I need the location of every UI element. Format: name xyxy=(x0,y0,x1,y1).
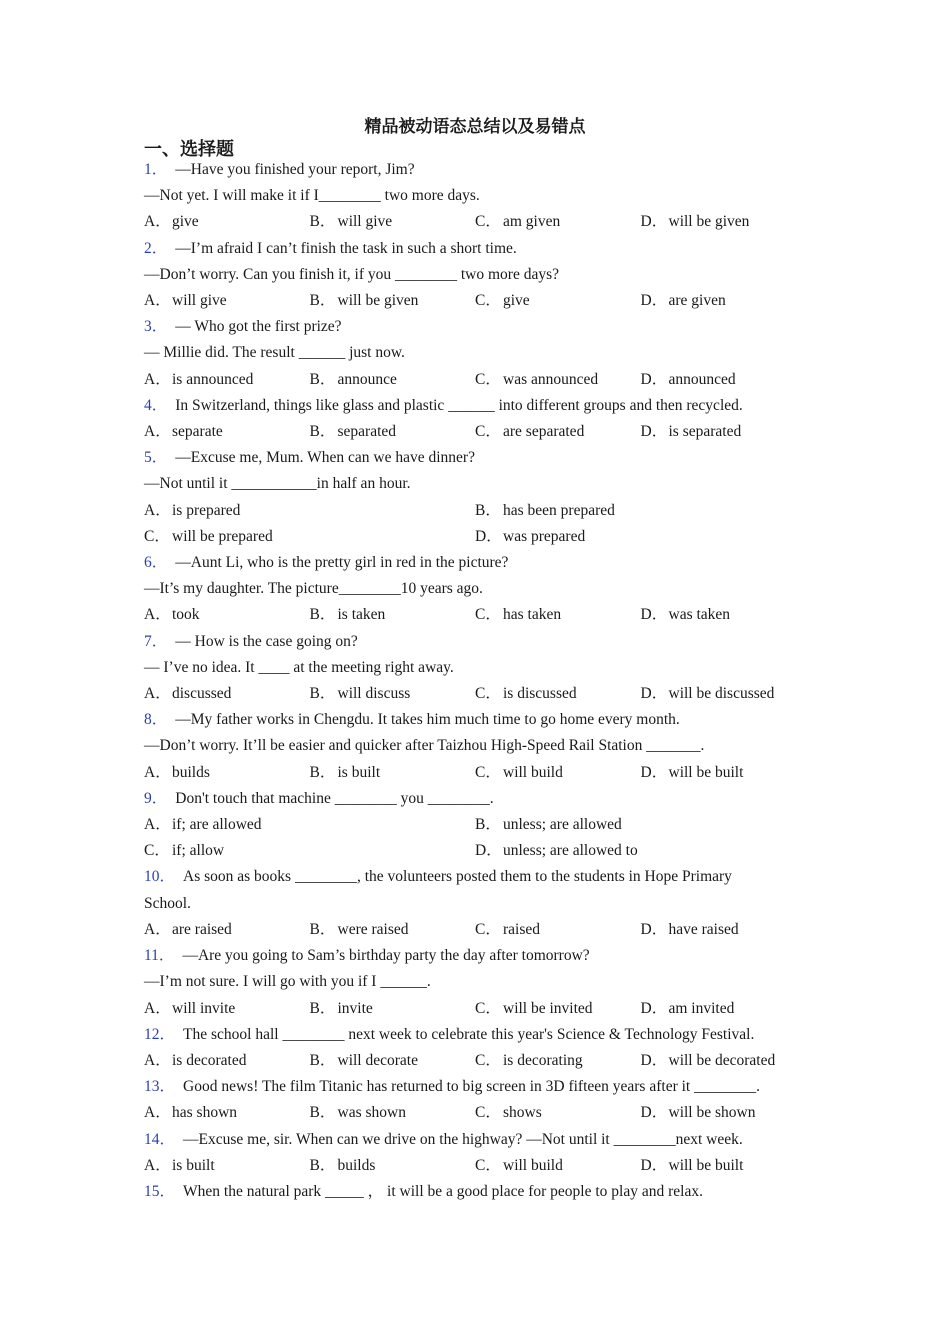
option-letter: D． xyxy=(640,920,668,938)
answer-option-c[interactable] xyxy=(475,917,641,943)
question-number: 5． xyxy=(144,449,168,467)
option-text: are given xyxy=(668,292,726,310)
option-text: am invited xyxy=(668,999,735,1017)
option-letter: D． xyxy=(640,1156,668,1174)
option-text: is built xyxy=(337,763,381,781)
option-letter: A． xyxy=(144,920,171,938)
option-text: builds xyxy=(337,1156,376,1174)
option-letter: D． xyxy=(640,685,668,703)
answer-option-c[interactable] xyxy=(475,419,641,445)
option-text: is taken xyxy=(337,606,386,624)
question-stem-line xyxy=(144,943,824,969)
question-number: 12． xyxy=(144,1025,176,1043)
question-1 xyxy=(144,157,824,236)
option-text: separate xyxy=(172,423,223,441)
option-text: if; allow xyxy=(172,842,225,860)
question-text: —I’m afraid I can’t finish the task in such a short time. xyxy=(175,239,517,257)
question-stem-line xyxy=(144,157,824,183)
option-letter: C． xyxy=(475,685,501,703)
question-text: —My father works in Chengdu. It takes him much time to go home every month. xyxy=(175,711,680,729)
question-stem-line xyxy=(144,786,824,812)
question-12 xyxy=(144,1022,824,1074)
answer-option-c[interactable] xyxy=(475,1048,641,1074)
option-text: raised xyxy=(503,920,541,938)
option-text: is prepared xyxy=(172,501,241,519)
answer-option-a[interactable] xyxy=(144,602,310,628)
answer-option-d[interactable] xyxy=(641,760,807,786)
option-letter: B． xyxy=(309,423,336,441)
option-text: unless; are allowed to xyxy=(503,842,638,860)
question-stem-line xyxy=(144,550,824,576)
question-number: 15． xyxy=(144,1182,176,1200)
option-letter: B． xyxy=(475,816,501,834)
question-stem-line xyxy=(144,183,824,209)
option-text: will build xyxy=(503,763,563,781)
question-text: Don't touch that machine ________ you ________. xyxy=(175,789,494,807)
answer-option-b[interactable] xyxy=(310,1048,476,1074)
option-letter: B． xyxy=(309,763,336,781)
answer-option-c[interactable] xyxy=(475,681,641,707)
option-letter: D． xyxy=(640,423,668,441)
option-text: if; are allowed xyxy=(172,816,262,834)
option-text: are raised xyxy=(172,920,232,938)
option-text: has shown xyxy=(172,1104,238,1122)
option-letter: B． xyxy=(309,370,336,388)
option-letter: A． xyxy=(144,423,171,441)
answer-option-b[interactable] xyxy=(310,1100,476,1126)
option-text: took xyxy=(172,606,200,624)
question-15 xyxy=(144,1179,824,1205)
question-number: 8． xyxy=(144,711,168,729)
answer-option-c[interactable] xyxy=(144,524,475,550)
option-text: has taken xyxy=(503,606,562,624)
option-text: will be invited xyxy=(503,999,593,1017)
option-letter: A． xyxy=(144,213,171,231)
answer-option-d[interactable] xyxy=(641,1100,807,1126)
option-text: were raised xyxy=(337,920,409,938)
question-stem-line xyxy=(144,1022,824,1048)
option-letter: D． xyxy=(640,370,668,388)
question-stem-line xyxy=(144,1074,824,1100)
option-letter: A． xyxy=(144,763,171,781)
option-letter: B． xyxy=(309,1104,336,1122)
option-letter: A． xyxy=(144,370,171,388)
option-text: is decorated xyxy=(172,1051,247,1069)
question-text: When the natural park _____ ， it will be a good place for people to play and relax. xyxy=(183,1182,703,1200)
option-text: invite xyxy=(337,999,373,1017)
option-text: was taken xyxy=(668,606,731,624)
option-text: will be built xyxy=(668,1156,744,1174)
answer-option-a[interactable] xyxy=(144,367,310,393)
option-letter: A． xyxy=(144,1156,171,1174)
answer-option-d[interactable] xyxy=(475,838,806,864)
question-stem-line xyxy=(144,393,824,419)
question-text: The school hall ________ next week to celebrate this year's Science & Technology Festival. xyxy=(183,1025,755,1043)
answer-option-d[interactable] xyxy=(641,996,807,1022)
answer-option-a[interactable] xyxy=(144,1048,310,1074)
question-text: —It’s my daughter. The picture________10 years ago. xyxy=(144,580,483,598)
answer-option-d[interactable] xyxy=(641,1153,807,1179)
question-stem-line xyxy=(144,707,824,733)
option-letter: C． xyxy=(475,606,501,624)
answer-option-b[interactable] xyxy=(310,681,476,707)
option-text: will be given xyxy=(337,292,419,310)
answer-option-b[interactable] xyxy=(310,760,476,786)
option-text: will be discussed xyxy=(668,685,775,703)
option-letter: C． xyxy=(475,1156,501,1174)
question-text: As soon as books ________, the volunteers posted them to the students in Hope Primary School. xyxy=(144,868,732,912)
answer-option-d[interactable] xyxy=(641,209,807,235)
answer-option-c[interactable] xyxy=(475,996,641,1022)
question-stem-line xyxy=(144,733,824,759)
question-5 xyxy=(144,445,824,550)
answer-option-a[interactable] xyxy=(144,1100,310,1126)
answer-options xyxy=(144,760,824,786)
answer-option-b[interactable] xyxy=(310,602,476,628)
option-text: is discussed xyxy=(503,685,577,703)
option-letter: B． xyxy=(309,213,336,231)
question-number: 9． xyxy=(144,789,168,807)
answer-option-c[interactable] xyxy=(475,602,641,628)
option-letter: A． xyxy=(144,292,171,310)
option-letter: B． xyxy=(309,606,336,624)
answer-option-c[interactable] xyxy=(475,1153,641,1179)
option-letter: B． xyxy=(309,999,336,1017)
option-text: announce xyxy=(337,370,397,388)
question-text: —Excuse me, Mum. When can we have dinner? xyxy=(175,449,475,467)
option-text: am given xyxy=(503,213,561,231)
option-letter: C． xyxy=(475,292,501,310)
answer-options xyxy=(144,1100,824,1126)
option-text: will give xyxy=(337,213,393,231)
option-letter: B． xyxy=(309,292,336,310)
option-letter: C． xyxy=(475,213,501,231)
option-letter: D． xyxy=(640,213,668,231)
answer-option-b[interactable] xyxy=(475,812,806,838)
option-text: shows xyxy=(503,1104,542,1122)
answer-options xyxy=(144,1153,824,1179)
option-letter: B． xyxy=(309,1156,336,1174)
answer-options xyxy=(144,812,824,864)
answer-option-a[interactable] xyxy=(144,996,310,1022)
option-text: will be prepared xyxy=(172,527,273,545)
answer-option-b[interactable] xyxy=(310,917,476,943)
question-number: 4． xyxy=(144,396,168,414)
option-letter: D． xyxy=(640,763,668,781)
question-4 xyxy=(144,393,824,445)
question-text: —Don’t worry. Can you finish it, if you ________ two more days? xyxy=(144,265,560,283)
answer-options xyxy=(144,288,824,314)
option-letter: A． xyxy=(144,685,171,703)
answer-option-c[interactable] xyxy=(475,288,641,314)
question-2 xyxy=(144,236,824,315)
question-stem-line xyxy=(144,236,824,262)
option-letter: A． xyxy=(144,1051,171,1069)
answer-option-d[interactable] xyxy=(641,288,807,314)
option-text: will be shown xyxy=(668,1104,756,1122)
answer-options xyxy=(144,419,824,445)
question-number: 2． xyxy=(144,239,168,257)
option-letter: D． xyxy=(640,1051,668,1069)
answer-options xyxy=(144,209,824,235)
answer-option-a[interactable] xyxy=(144,288,310,314)
question-stem-line xyxy=(144,655,824,681)
question-stem-line xyxy=(144,340,824,366)
answer-option-a[interactable] xyxy=(144,498,475,524)
question-text: — Who got the first prize? xyxy=(175,318,342,336)
option-text: was prepared xyxy=(503,527,586,545)
answer-option-d[interactable] xyxy=(641,1048,807,1074)
option-text: has been prepared xyxy=(503,501,615,519)
question-stem-line xyxy=(144,1179,824,1205)
answer-option-b[interactable] xyxy=(310,367,476,393)
option-text: discussed xyxy=(172,685,232,703)
option-text: give xyxy=(172,213,199,231)
answer-options xyxy=(144,1048,824,1074)
question-7 xyxy=(144,629,824,708)
answer-option-d[interactable] xyxy=(641,602,807,628)
question-text: Good news! The film Titanic has returned to big screen in 3D fifteen years after it ________. xyxy=(183,1078,760,1096)
question-number: 3． xyxy=(144,318,168,336)
question-text: —Not yet. I will make it if I________ two more days. xyxy=(144,187,480,205)
option-text: builds xyxy=(172,763,210,781)
question-stem-line xyxy=(144,262,824,288)
answer-option-a[interactable] xyxy=(144,917,310,943)
option-letter: C． xyxy=(475,370,501,388)
option-letter: C． xyxy=(475,763,501,781)
option-text: will invite xyxy=(172,999,236,1017)
answer-option-d[interactable] xyxy=(641,917,807,943)
option-letter: A． xyxy=(144,999,171,1017)
option-letter: C． xyxy=(144,527,170,545)
question-text: —Excuse me, sir. When can we drive on the highway? —Not until it ________next week. xyxy=(183,1130,743,1148)
question-stem-line xyxy=(144,445,824,471)
question-number: 6． xyxy=(144,554,168,572)
option-text: will decorate xyxy=(337,1051,418,1069)
answer-option-a[interactable] xyxy=(144,812,475,838)
option-text: is decorating xyxy=(503,1051,583,1069)
answer-option-b[interactable] xyxy=(475,498,806,524)
question-number: 13． xyxy=(144,1078,176,1096)
question-stem-line xyxy=(144,471,824,497)
question-number: 7． xyxy=(144,632,168,650)
question-stem-line xyxy=(144,576,824,602)
answer-option-b[interactable] xyxy=(310,996,476,1022)
option-text: will be given xyxy=(668,213,750,231)
question-13 xyxy=(144,1074,824,1126)
question-stem-line xyxy=(144,864,774,916)
question-10 xyxy=(144,864,824,943)
option-text: is announced xyxy=(172,370,254,388)
answer-option-c[interactable] xyxy=(475,209,641,235)
answer-options xyxy=(144,498,824,550)
question-stem-line xyxy=(144,629,824,655)
question-text: — How is the case going on? xyxy=(175,632,358,650)
option-text: separated xyxy=(337,423,397,441)
question-9 xyxy=(144,786,824,865)
answer-option-c[interactable] xyxy=(475,760,641,786)
question-number: 1． xyxy=(144,161,168,178)
answer-option-a[interactable] xyxy=(144,760,310,786)
option-text: was announced xyxy=(503,370,599,388)
question-text: —I’m not sure. I will go with you if I ______. xyxy=(144,973,431,991)
option-letter: B． xyxy=(309,920,336,938)
question-14 xyxy=(144,1127,824,1179)
answer-option-b[interactable] xyxy=(310,1153,476,1179)
section-heading: 一、选择题 xyxy=(144,139,234,159)
question-stem-line xyxy=(144,314,824,340)
answer-options xyxy=(144,996,824,1022)
answer-option-a[interactable] xyxy=(144,1153,310,1179)
option-text: will be built xyxy=(668,763,744,781)
option-letter: C． xyxy=(475,920,501,938)
question-list xyxy=(144,157,824,1205)
option-letter: C． xyxy=(475,999,501,1017)
question-number: 10． xyxy=(144,868,176,886)
option-text: is built xyxy=(172,1156,215,1174)
answer-options xyxy=(144,681,824,707)
question-text: In Switzerland, things like glass and plastic ______ into different groups and then recycled. xyxy=(175,396,743,414)
answer-option-a[interactable] xyxy=(144,419,310,445)
question-stem-line xyxy=(144,1127,824,1153)
option-letter: C． xyxy=(144,842,170,860)
question-text: — I’ve no idea. It ____ at the meeting right away. xyxy=(144,658,454,676)
option-letter: A． xyxy=(144,501,171,519)
option-letter: A． xyxy=(144,816,171,834)
question-number: 14． xyxy=(144,1130,176,1148)
option-letter: A． xyxy=(144,1104,171,1122)
answer-option-c[interactable] xyxy=(475,367,641,393)
answer-option-d[interactable] xyxy=(641,681,807,707)
question-text: —Are you going to Sam’s birthday party the day after tomorrow? xyxy=(182,947,590,965)
option-letter: D． xyxy=(475,527,502,545)
answer-option-c[interactable] xyxy=(144,838,475,864)
question-text: —Don’t worry. It’ll be easier and quicker after Taizhou High-Speed Rail Station _______. xyxy=(144,737,705,755)
answer-option-d[interactable] xyxy=(475,524,806,550)
option-letter: D． xyxy=(640,606,668,624)
option-letter: D． xyxy=(640,999,668,1017)
option-text: will give xyxy=(172,292,227,310)
question-number: 11． xyxy=(144,947,175,965)
question-text: —Aunt Li, who is the pretty girl in red in the picture? xyxy=(175,554,509,572)
answer-option-d[interactable] xyxy=(641,419,807,445)
answer-options xyxy=(144,917,824,943)
answer-option-a[interactable] xyxy=(144,681,310,707)
answer-option-c[interactable] xyxy=(475,1100,641,1126)
option-letter: C． xyxy=(475,423,501,441)
answer-option-b[interactable] xyxy=(310,209,476,235)
option-text: give xyxy=(503,292,530,310)
option-text: are separated xyxy=(503,423,585,441)
option-text: was shown xyxy=(337,1104,406,1122)
option-letter: B． xyxy=(475,501,501,519)
answer-option-b[interactable] xyxy=(310,419,476,445)
option-text: will be decorated xyxy=(668,1051,776,1069)
question-text: —Not until it ___________in half an hour. xyxy=(144,475,411,493)
option-text: will build xyxy=(503,1156,563,1174)
option-text: announced xyxy=(668,370,736,388)
option-text: is separated xyxy=(668,423,742,441)
answer-options xyxy=(144,602,824,628)
question-stem-line xyxy=(144,969,824,995)
option-letter: B． xyxy=(309,685,336,703)
answer-option-b[interactable] xyxy=(310,288,476,314)
question-text: — Millie did. The result ______ just now. xyxy=(144,344,405,362)
option-letter: D． xyxy=(475,842,502,860)
option-letter: D． xyxy=(640,1104,668,1122)
question-11 xyxy=(144,943,824,1022)
option-text: will discuss xyxy=(337,685,411,703)
option-letter: C． xyxy=(475,1104,501,1122)
option-text: have raised xyxy=(668,920,739,938)
question-3 xyxy=(144,314,824,393)
answer-option-a[interactable] xyxy=(144,209,310,235)
question-6 xyxy=(144,550,824,629)
page-title: 精品被动语态总结以及易错点 xyxy=(364,117,586,136)
answer-options xyxy=(144,367,824,393)
option-letter: A． xyxy=(144,606,171,624)
option-letter: B． xyxy=(309,1051,336,1069)
option-letter: C． xyxy=(475,1051,501,1069)
question-text: —Have you finished your report, Jim? xyxy=(175,161,415,178)
question-8 xyxy=(144,707,824,786)
option-text: unless; are allowed xyxy=(503,816,622,834)
option-letter: D． xyxy=(640,292,668,310)
answer-option-d[interactable] xyxy=(641,367,807,393)
